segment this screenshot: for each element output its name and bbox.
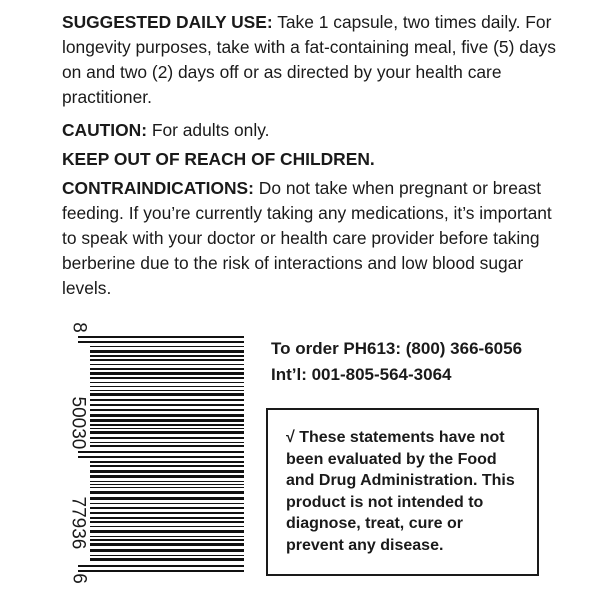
barcode-digits-right: 77936 xyxy=(67,496,89,550)
barcode-bar xyxy=(90,355,244,357)
barcode-bar xyxy=(90,497,244,500)
barcode-bar xyxy=(90,350,244,353)
barcode-bar xyxy=(90,517,244,519)
barcode-bar xyxy=(90,491,244,494)
barcode-guard-bar xyxy=(78,565,244,567)
barcode-bar xyxy=(90,428,244,429)
order-info xyxy=(271,336,571,388)
barcode-bar xyxy=(90,507,244,509)
barcode-bar xyxy=(90,359,244,361)
barcode-bar xyxy=(90,414,244,417)
barcode-bar xyxy=(90,512,244,514)
barcode-bars xyxy=(0,0,260,600)
barcode-bar xyxy=(90,475,244,478)
contraindications-label: CONTRAINDICATIONS: xyxy=(62,178,254,198)
barcode-bar xyxy=(90,530,244,533)
barcode-digits-left: 50030 xyxy=(67,396,89,450)
barcode-guard-bar xyxy=(78,570,244,572)
suggested-use-text: Take 1 capsule, two times daily. For longevity purposes, take with a fat-containing meal, five (5) days on and two (2) days off or as directed by your health care practitioner. xyxy=(62,12,556,107)
barcode-bar xyxy=(90,409,244,411)
keep-out-of-reach-warning: KEEP OUT OF REACH OF CHILDREN. xyxy=(62,149,375,169)
barcode-bar xyxy=(90,424,244,426)
barcode-bar xyxy=(90,431,244,434)
barcode-bar xyxy=(90,386,244,387)
barcode-bar xyxy=(90,461,244,463)
caution-label: CAUTION: xyxy=(62,120,148,140)
barcode-bar xyxy=(90,487,244,488)
barcode-bar xyxy=(90,437,244,439)
barcode-guard-bar xyxy=(78,341,244,343)
barcode-bar xyxy=(90,470,244,473)
barcode-bar xyxy=(90,536,244,537)
barcode-bar xyxy=(90,377,244,379)
contraindications-text: Do not take when pregnant or breast feeding. If you’re currently taking any medications, it’s important to speak with your doctor or health care provider before taking berberine due to the risk of interactions and low blood sugar levels. xyxy=(62,178,552,298)
barcode-digit-check: 6 xyxy=(68,573,90,584)
barcode-bar xyxy=(90,382,244,383)
fda-disclaimer-text: √ These statements have not been evaluated by the Food and Drug Administration. This product is not intended to diagnose, treat, cure or prevent any disease. xyxy=(286,429,515,554)
barcode-guard-bar xyxy=(78,456,244,458)
barcode-digit-group-2 xyxy=(67,496,89,550)
barcode-bar xyxy=(90,442,244,443)
barcode-bar xyxy=(90,539,244,541)
barcode-bar xyxy=(90,372,244,375)
international-phone-line: Int’l: 001-805-564-3064 xyxy=(271,365,452,384)
barcode-guard-bar xyxy=(78,336,244,338)
barcode xyxy=(0,0,260,600)
barcode-bar xyxy=(90,368,244,370)
barcode-bar xyxy=(90,526,244,527)
barcode-bar xyxy=(90,390,244,391)
barcode-bar xyxy=(90,465,244,467)
barcode-bar xyxy=(90,364,244,365)
barcode-bar xyxy=(90,549,244,552)
barcode-bar xyxy=(90,404,244,406)
barcode-bar xyxy=(90,399,244,401)
suggested-use-label: SUGGESTED DAILY USE: xyxy=(62,12,273,32)
barcode-bar xyxy=(90,558,244,561)
order-phone-line: To order PH613: (800) 366-6056 xyxy=(271,339,523,358)
barcode-bar xyxy=(90,543,244,546)
barcode-bar xyxy=(90,484,244,485)
barcode-bar xyxy=(90,346,244,347)
barcode-bar xyxy=(90,445,244,447)
barcode-bar xyxy=(90,419,244,422)
barcode-guard-bar xyxy=(78,451,244,453)
barcode-bar xyxy=(90,393,244,396)
fda-disclaimer-box xyxy=(266,408,539,576)
barcode-digit-group-1 xyxy=(67,396,89,450)
barcode-bar xyxy=(90,555,244,556)
caution-text: For adults only. xyxy=(147,120,270,140)
barcode-bar xyxy=(90,503,244,504)
barcode-bar xyxy=(90,521,244,523)
barcode-digit-prefix: 8 xyxy=(68,322,90,333)
barcode-bar xyxy=(90,481,244,482)
